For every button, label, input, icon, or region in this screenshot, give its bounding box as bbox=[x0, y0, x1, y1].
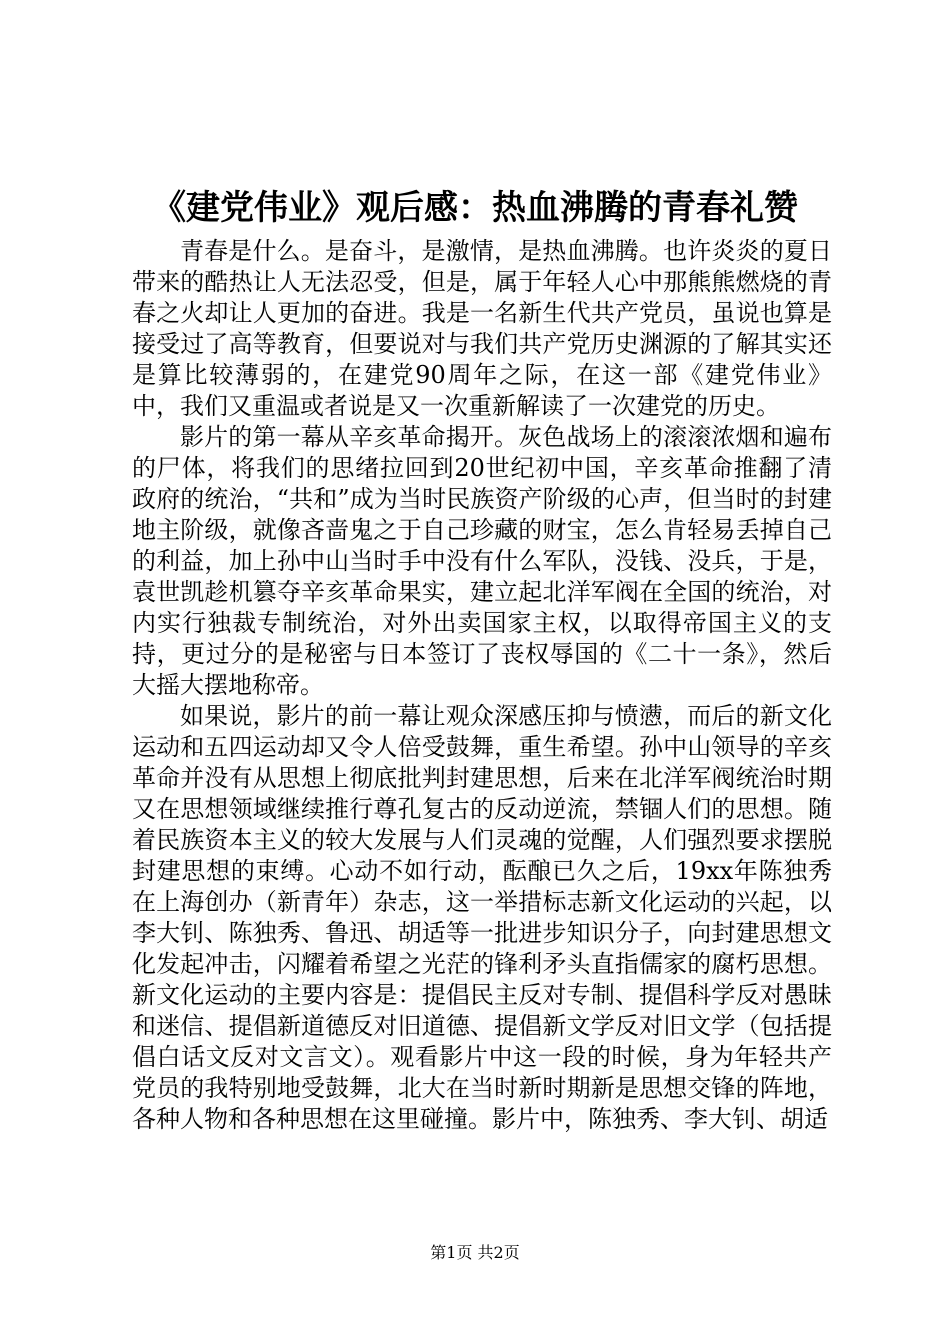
paragraph: 青春是什么。是奋斗，是激情，是热血沸腾。也许炎炎的夏日带来的酷热让人无法忍受，但是，属于年轻人心中那熊熊燃烧的青春之火却让人更加的奋进。我是一名新生代共产党员，虽说也算是接受过了高等教育，但要说对与我们共产党历史渊源的了解其实还是算比较薄弱的，在建党90周年之际，在这一部《建党伟业》中，我们又重温或者说是又一次重新解读了一次建党的历史。 bbox=[132, 237, 832, 420]
document-title: 《建党伟业》观后感：热血沸腾的青春礼赞 bbox=[152, 188, 798, 228]
paragraph: 影片的第一幕从辛亥革命揭开。灰色战场上的滚滚浓烟和遍布的尸体，将我们的思绪拉回到20世纪初中国，辛亥革命推翻了清政府的统治，“共和”成为当时民族资产阶级的心声，但当时的封建地主阶级，就像吝啬鬼之于自己珍藏的财宝，怎么肯轻易丢掉自己的利益，加上孙中山当时手中没有什么军队，没钱、没兵，于是，袁世凯趁机篡夺辛亥革命果实，建立起北洋军阀在全国的统治，对内实行独裁专制统治，对外出卖国家主权，以取得帝国主义的支持，更过分的是秘密与日本签订了丧权辱国的《二十一条》，然后大摇大摆地称帝。 bbox=[132, 423, 832, 699]
paragraph: 如果说，影片的前一幕让观众深感压抑与愤懑，而后的新文化运动和五四运动却又令人倍受鼓舞，重生希望。孙中山领导的辛亥革命并没有从思想上彻底批判封建思想，后来在北洋军阀统治时期又在思想领域继续推行尊孔复古的反动逆流，禁锢人们的思想。随着民族资本主义的较大发展与人们灵魂的觉醒，人们强烈要求摆脱封建思想的束缚。心动不如行动，酝酿已久之后，19xx年陈独秀在上海创办（新青年）杂志，这一举措标志新文化运动的兴起，以李大钊、陈独秀、鲁迅、胡适等一批进步知识分子，向封建思想文化发起冲击，闪耀着希望之光茫的锋利矛头直指儒家的腐朽思想。新文化运动的主要内容是：提倡民主反对专制、提倡科学反对愚昧和迷信、提倡新道德反对旧道德、提倡新文学反对旧文学（包括提倡白话文反对文言文）。观看影片中这一段的时候，身为年轻共产党员的我特别地受鼓舞，北大在当时新时期新是思想交锋的阵地，各种人物和各种思想在这里碰撞。影片中，陈独秀、李大钊、胡适 bbox=[132, 702, 832, 1133]
page-footer: 第1页 共2页 bbox=[430, 1243, 520, 1262]
document-body bbox=[132, 236, 832, 1135]
